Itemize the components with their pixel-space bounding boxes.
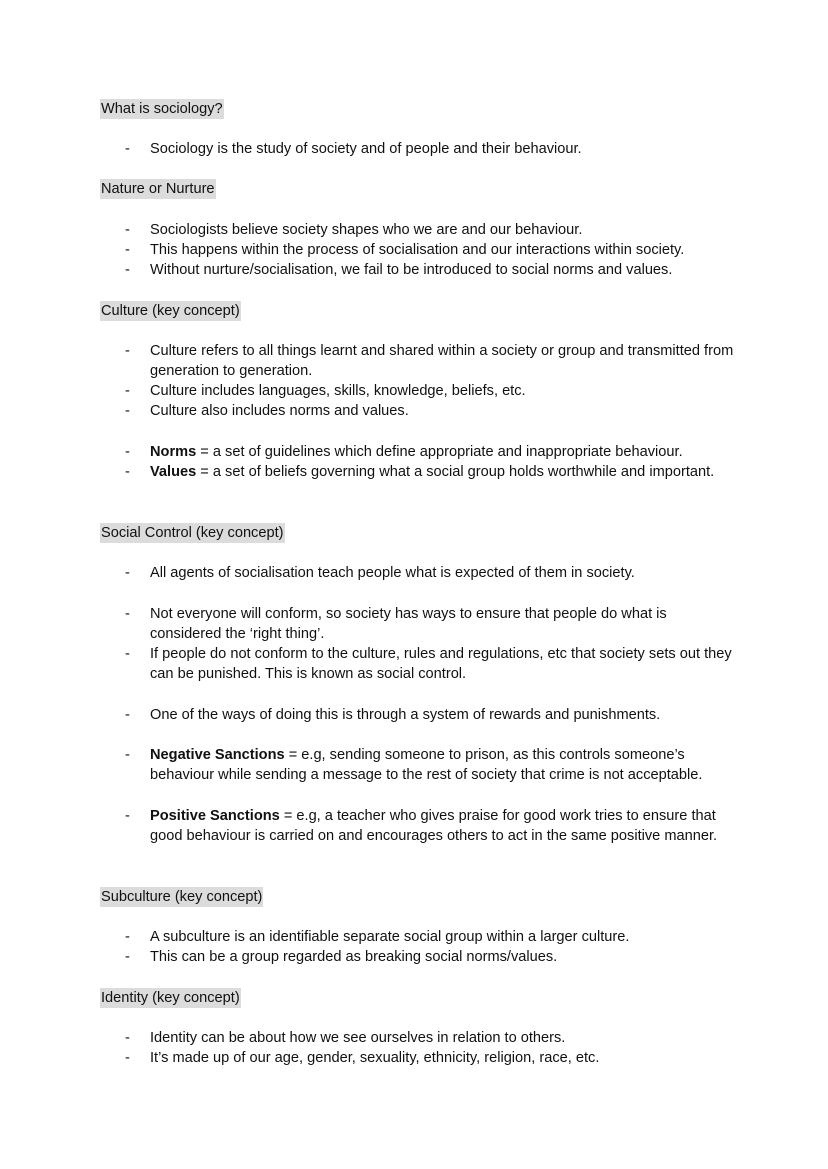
bullet-dash-icon: -: [125, 1030, 130, 1046]
bullet-item: - Positive Sanctions = e.g, a teacher who gives praise for good work tries to ensure that good behaviour is carried on and encourages others to act in the same positive manner.: [125, 808, 718, 845]
bullet-item: - This can be a group regarded as breaking social norms/values.: [150, 947, 740, 967]
bullet-dash-icon: -: [125, 222, 130, 238]
section-heading: Culture (key concept): [101, 303, 240, 319]
bullet-item: - If people do not conform to the culture, rules and regulations, etc that society sets out they can be punished. This is known as social control.: [125, 646, 732, 683]
bullet-dash-icon: -: [125, 808, 130, 824]
bullet-item: - One of the ways of doing this is through a system of rewards and punishments.: [150, 705, 740, 725]
section-heading: Social Control (key concept): [101, 525, 284, 541]
bullet-item: - Values = a set of beliefs governing what a social group holds worthwhile and important.: [150, 462, 740, 482]
bullet-dash-icon: -: [125, 141, 130, 157]
bullet-dash-icon: -: [125, 606, 130, 622]
section-heading: Subculture (key concept): [101, 889, 263, 905]
bullet-item: - All agents of socialisation teach people what is expected of them in society.: [150, 563, 740, 583]
bullet-item: - Without nurture/socialisation, we fail to be introduced to social norms and values.: [150, 260, 740, 280]
bullet-dash-icon: -: [125, 565, 130, 581]
bullet-item: - Identity can be about how we see ourselves in relation to others.: [150, 1028, 740, 1048]
bullet-dash-icon: -: [125, 1050, 130, 1066]
bullet-dash-icon: -: [125, 707, 130, 723]
bullet-item: - Not everyone will conform, so society has ways to ensure that people do what is considered the ‘right thing’.: [125, 606, 667, 643]
bullet-item: - It’s made up of our age, gender, sexuality, ethnicity, religion, race, etc.: [150, 1048, 740, 1068]
bullet-item: - Norms = a set of guidelines which define appropriate and inappropriate behaviour.: [150, 442, 740, 462]
bullet-item: - Sociology is the study of society and of people and their behaviour.: [150, 139, 740, 159]
bullet-dash-icon: -: [125, 383, 130, 399]
section-heading: Nature or Nurture: [101, 181, 215, 197]
section-heading: Identity (key concept): [101, 990, 240, 1006]
bullet-dash-icon: -: [125, 646, 130, 662]
bullet-dash-icon: -: [125, 464, 130, 480]
bullet-dash-icon: -: [125, 929, 130, 945]
bullet-dash-icon: -: [125, 262, 130, 278]
bullet-dash-icon: -: [125, 343, 130, 359]
bullet-item: - A subculture is an identifiable separate social group within a larger culture.: [150, 927, 740, 947]
bullet-dash-icon: -: [125, 403, 130, 419]
bullet-item: - Sociologists believe society shapes who we are and our behaviour.: [150, 220, 740, 240]
bullet-item: - Culture refers to all things learnt and shared within a society or group and transmitted from generation to generation.: [125, 343, 734, 380]
bullet-item: - This happens within the process of socialisation and our interactions within society.: [150, 240, 740, 260]
section-heading: What is sociology?: [101, 101, 223, 117]
bullet-dash-icon: -: [125, 444, 130, 460]
bullet-dash-icon: -: [125, 949, 130, 965]
bullet-item: - Negative Sanctions = e.g, sending someone to prison, as this controls someone’s behaviour while sending a message to the rest of society that crime is not acceptable.: [125, 747, 703, 784]
bullet-item: - Culture includes languages, skills, knowledge, beliefs, etc.: [150, 381, 740, 401]
bullet-dash-icon: -: [125, 242, 130, 258]
bullet-item: - Culture also includes norms and values.: [150, 401, 740, 421]
bullet-dash-icon: -: [125, 747, 130, 763]
